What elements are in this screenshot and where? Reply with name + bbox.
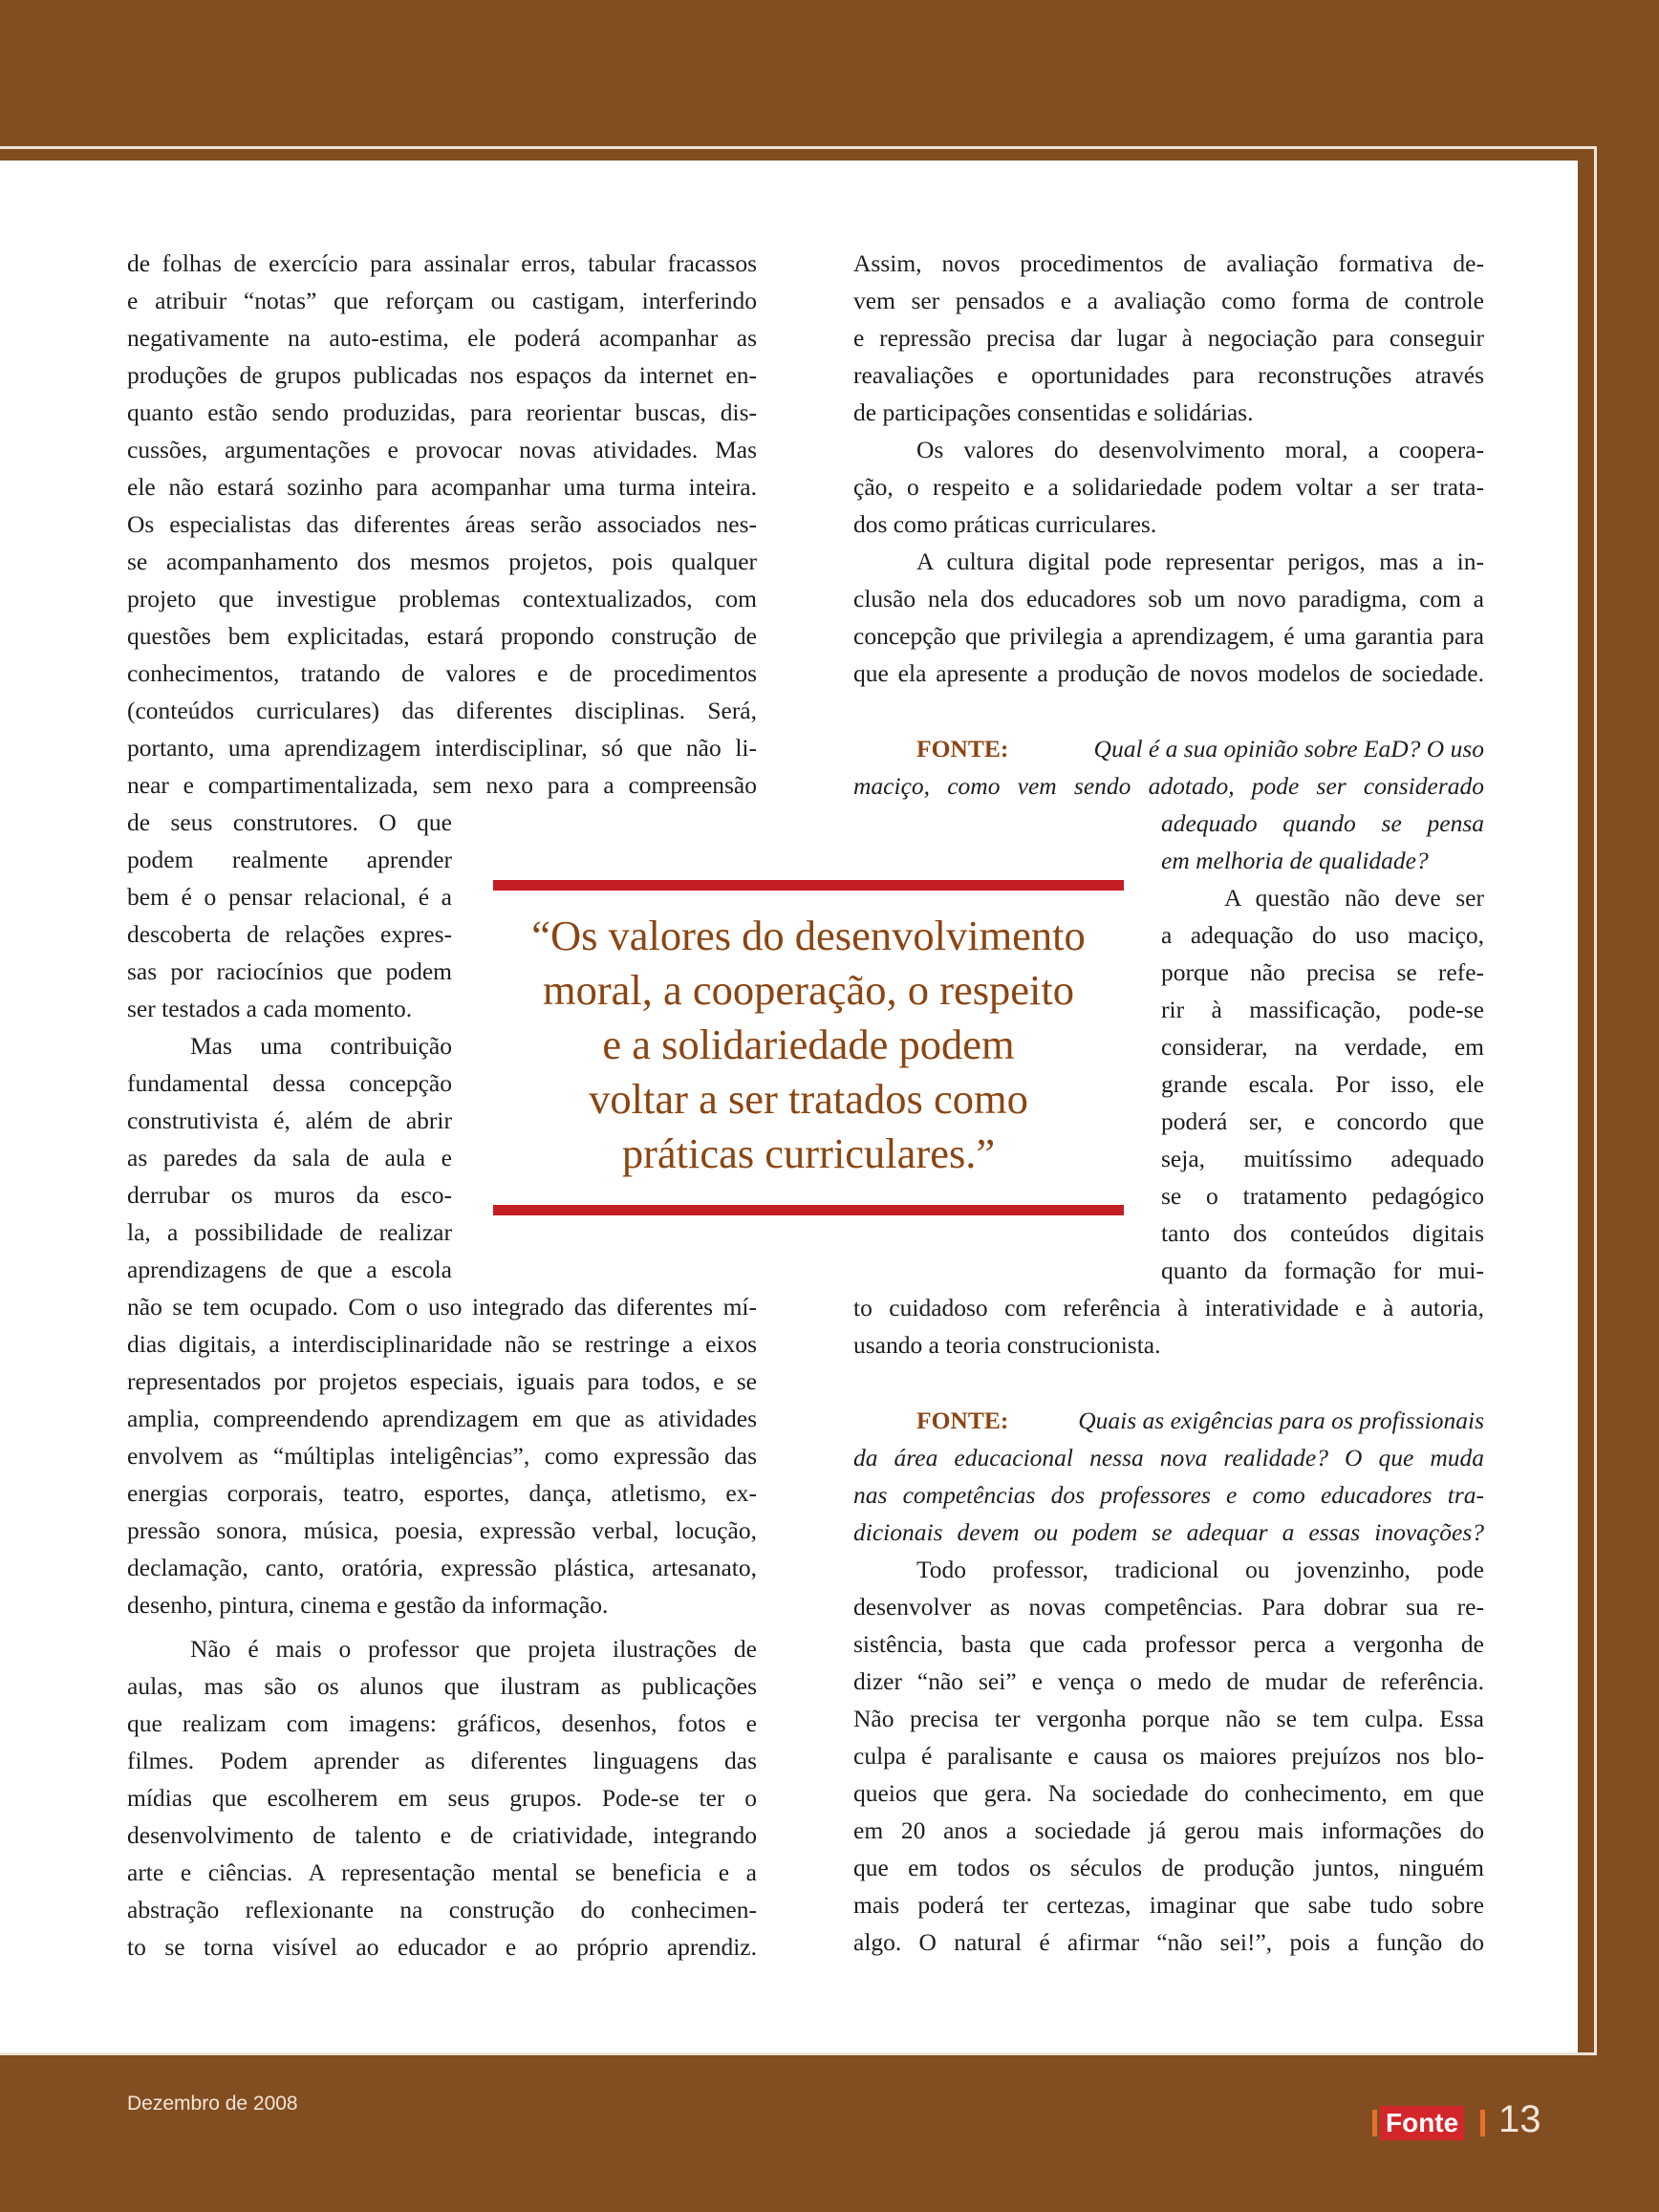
text-line: filmes. Podem aprender as diferentes linguagens das — [127, 1747, 757, 1774]
text-line: quanto estão sendo produzidas, para reorientar buscas, dis- — [127, 398, 757, 426]
text-line: descoberta de relações expres- — [127, 920, 452, 948]
text-line: algo. O natural é afirmar “não sei!”, pois a função do — [853, 1928, 1484, 1956]
page-number: 13 — [1498, 2098, 1541, 2140]
text-line: de folhas de exercício para assinalar erros, tabular fracassos — [127, 249, 757, 277]
text-line: que realizam com imagens: gráficos, desenhos, fotos e — [127, 1709, 757, 1737]
text-line: dos como práticas curriculares. — [853, 510, 1157, 538]
text-line: arte e ciências. A representação mental se beneficia e a — [127, 1858, 757, 1886]
pull-quote-bottom-rule — [493, 1205, 1124, 1215]
text-line: aulas, mas são os alunos que ilustram as publicações — [127, 1672, 757, 1700]
text-line: construtivista é, além de abrir — [127, 1106, 452, 1134]
text-line: Mas uma contribuição — [190, 1032, 452, 1060]
text-line: aprendizagens de que a escola — [127, 1256, 452, 1283]
text-line: abstração reflexionante na construção do conhecimen- — [127, 1896, 757, 1923]
pull-quote-line: práticas curriculares.” — [621, 1129, 996, 1177]
fonte-label: FONTE: — [916, 1407, 1009, 1434]
text-line: representados por projetos especiais, iguais para todos, e se — [127, 1367, 757, 1395]
text-line: desenvolvimento de talento e de criatividade, integrando — [127, 1821, 757, 1849]
question-line — [916, 1402, 1484, 1439]
text-line: la, a possibilidade de realizar — [127, 1218, 452, 1246]
question-line: da área educacional nessa nova realidade? O que muda — [853, 1444, 1484, 1471]
text-line: que em todos os séculos de produção juntos, ninguém — [853, 1854, 1484, 1881]
text-line: as paredes da sala de aula e — [127, 1144, 452, 1171]
text-line: poderá ser, e concordo que — [1161, 1107, 1484, 1135]
text-line: porque não precisa se refe- — [1161, 958, 1484, 986]
text-line: cussões, argumentações e provocar novas atividades. Mas — [127, 436, 757, 463]
text-line: culpa é paralisante e causa os maiores prejuízos nos blo- — [853, 1742, 1484, 1770]
text-line: quanto da formação for mui- — [1161, 1256, 1484, 1284]
text-line: e repressão precisa dar lugar à negociação para conseguir — [853, 324, 1484, 352]
fonte-label: FONTE: — [916, 735, 1009, 762]
fonte-logo: Fonte — [1380, 2106, 1464, 2140]
pull-quote-line: moral, a cooperação, o respeito — [543, 966, 1074, 1014]
text-line: vem ser pensados e a avaliação como forma de controle — [853, 287, 1484, 314]
text-line: grande escala. Por isso, ele — [1161, 1070, 1484, 1098]
pull-quote-top-rule — [493, 880, 1124, 891]
text-line: Todo professor, tradicional ou jovenzinho, pode — [916, 1556, 1484, 1583]
text-line: usando a teoria construcionista. — [853, 1331, 1161, 1359]
text-line: to cuidadoso com referência à interatividade e à autoria, — [853, 1294, 1484, 1321]
text-line: Não precisa ter vergonha porque não se tem culpa. Essa — [853, 1705, 1484, 1732]
text-line: to se torna visível ao educador e ao próprio aprendiz. — [127, 1933, 757, 1961]
text-line: se o tratamento pedagógico — [1161, 1182, 1484, 1210]
text-line: Não é mais o professor que projeta ilustrações de — [190, 1635, 757, 1663]
question-line: maciço, como vem sendo adotado, pode ser considerado — [853, 772, 1484, 800]
text-line: podem realmente aprender — [127, 846, 452, 873]
text-line: A questão não deve ser — [1224, 884, 1484, 912]
text-line: energias corporais, teatro, esportes, dança, atletismo, ex- — [127, 1479, 757, 1507]
text-line: queios que gera. Na sociedade do conhecimento, em que — [853, 1779, 1484, 1807]
question-line: em melhoria de qualidade? — [1161, 847, 1429, 874]
text-line: clusão nela dos educadores sob um novo paradigma, com a — [853, 585, 1484, 612]
logo-left-bar — [1372, 2110, 1377, 2137]
text-line: de seus construtores. O que — [127, 808, 452, 836]
text-line: A cultura digital pode representar perigos, mas a in- — [916, 548, 1484, 575]
question-text: Qual é a sua opinião sobre EaD? O uso — [1093, 735, 1484, 762]
text-line: de participações consentidas e solidárias. — [853, 398, 1254, 426]
text-line: mídias que escolherem em seus grupos. Pode-se ter o — [127, 1784, 757, 1812]
pull-quote-line: “Os valores do desenvolvimento — [531, 912, 1086, 959]
text-line: bem é o pensar relacional, é a — [127, 883, 452, 911]
text-line: Assim, novos procedimentos de avaliação formativa de- — [853, 249, 1484, 277]
text-line: (conteúdos curriculares) das diferentes disciplinas. Será, — [127, 697, 757, 724]
text-line: pressão sonora, música, poesia, expressão verbal, locução, — [127, 1516, 757, 1544]
text-line: não se tem ocupado. Com o uso integrado das diferentes mí- — [127, 1293, 757, 1321]
text-line: projeto que investigue problemas contextualizados, com — [127, 585, 757, 612]
text-line: ele não estará sozinho para acompanhar uma turma inteira. — [127, 473, 757, 501]
pull-quote-line: e a solidariedade podem — [602, 1020, 1015, 1068]
text-line: mais poderá ter certezas, imaginar que sabe tudo sobre — [853, 1891, 1484, 1919]
text-line: conhecimentos, tratando de valores e de procedimentos — [127, 659, 757, 687]
text-line: sas por raciocínios que podem — [127, 957, 452, 985]
question-line: dicionais devem ou podem se adequar a essas inovações? — [853, 1518, 1484, 1546]
text-line: a adequação do uso maciço, — [1161, 921, 1484, 949]
text-line: desenho, pintura, cinema e gestão da informação. — [127, 1591, 609, 1619]
text-line: rir à massificação, pode-se — [1161, 996, 1484, 1023]
text-line: declamação, canto, oratória, expressão plástica, artesanato, — [127, 1554, 757, 1581]
text-line: que ela apresente a produção de novos modelos de sociedade. — [853, 659, 1484, 687]
text-line: em 20 anos a sociedade já gerou mais informações do — [853, 1816, 1484, 1844]
text-line: dizer “não sei” e vença o medo de mudar de referência. — [853, 1667, 1484, 1695]
pull-quote-line: voltar a ser tratados como — [589, 1075, 1028, 1123]
logo-right-bar — [1480, 2110, 1485, 2137]
text-line: desenvolver as novas competências. Para dobrar sua re- — [853, 1593, 1484, 1621]
text-line: sistência, basta que cada professor perca a vergonha de — [853, 1630, 1484, 1658]
text-line: considerar, na verdade, em — [1161, 1033, 1484, 1061]
text-line: dias digitais, a interdisciplinaridade não se restringe a eixos — [127, 1330, 757, 1358]
text-line: e atribuir “notas” que reforçam ou castigam, interferindo — [127, 287, 757, 314]
question-text: Quais as exigências para os profissionais — [1078, 1407, 1484, 1434]
question-line — [916, 730, 1484, 767]
text-line: fundamental dessa concepção — [127, 1069, 452, 1097]
text-line: ção, o respeito e a solidariedade podem voltar a ser trata- — [853, 473, 1484, 501]
text-line: Os especialistas das diferentes áreas serão associados nes- — [127, 510, 757, 538]
text-line: questões bem explicitadas, estará propondo construção de — [127, 622, 757, 650]
text-line: Os valores do desenvolvimento moral, a coopera- — [916, 436, 1484, 463]
text-line: seja, muitíssimo adequado — [1161, 1145, 1484, 1172]
text-line: tanto dos conteúdos digitais — [1161, 1219, 1484, 1247]
text-line: se acompanhamento dos mesmos projetos, pois qualquer — [127, 548, 757, 575]
text-line: concepção que privilegia a aprendizagem, é uma garantia para — [853, 622, 1484, 650]
text-line: reavaliações e oportunidades para reconstruções através — [853, 361, 1484, 389]
text-line: produções de grupos publicadas nos espaços da internet en- — [127, 361, 757, 389]
text-line: negativamente na auto-estima, ele poderá acompanhar as — [127, 324, 757, 352]
text-line: envolvem as “múltiplas inteligências”, como expressão das — [127, 1442, 757, 1470]
text-line: near e compartimentalizada, sem nexo para a compreensão — [127, 771, 757, 799]
text-line: amplia, compreendendo aprendizagem em que as atividades — [127, 1405, 757, 1432]
text-line: ser testados a cada momento. — [127, 995, 413, 1022]
question-line: nas competências dos professores e como educadores tra- — [853, 1481, 1484, 1509]
text-line: derrubar os muros da esco- — [127, 1181, 452, 1209]
text-line: portanto, uma aprendizagem interdisciplinar, só que não li- — [127, 734, 757, 762]
question-line: adequado quando se pensa — [1161, 809, 1484, 837]
footer-date: Dezembro de 2008 — [127, 2093, 298, 2115]
